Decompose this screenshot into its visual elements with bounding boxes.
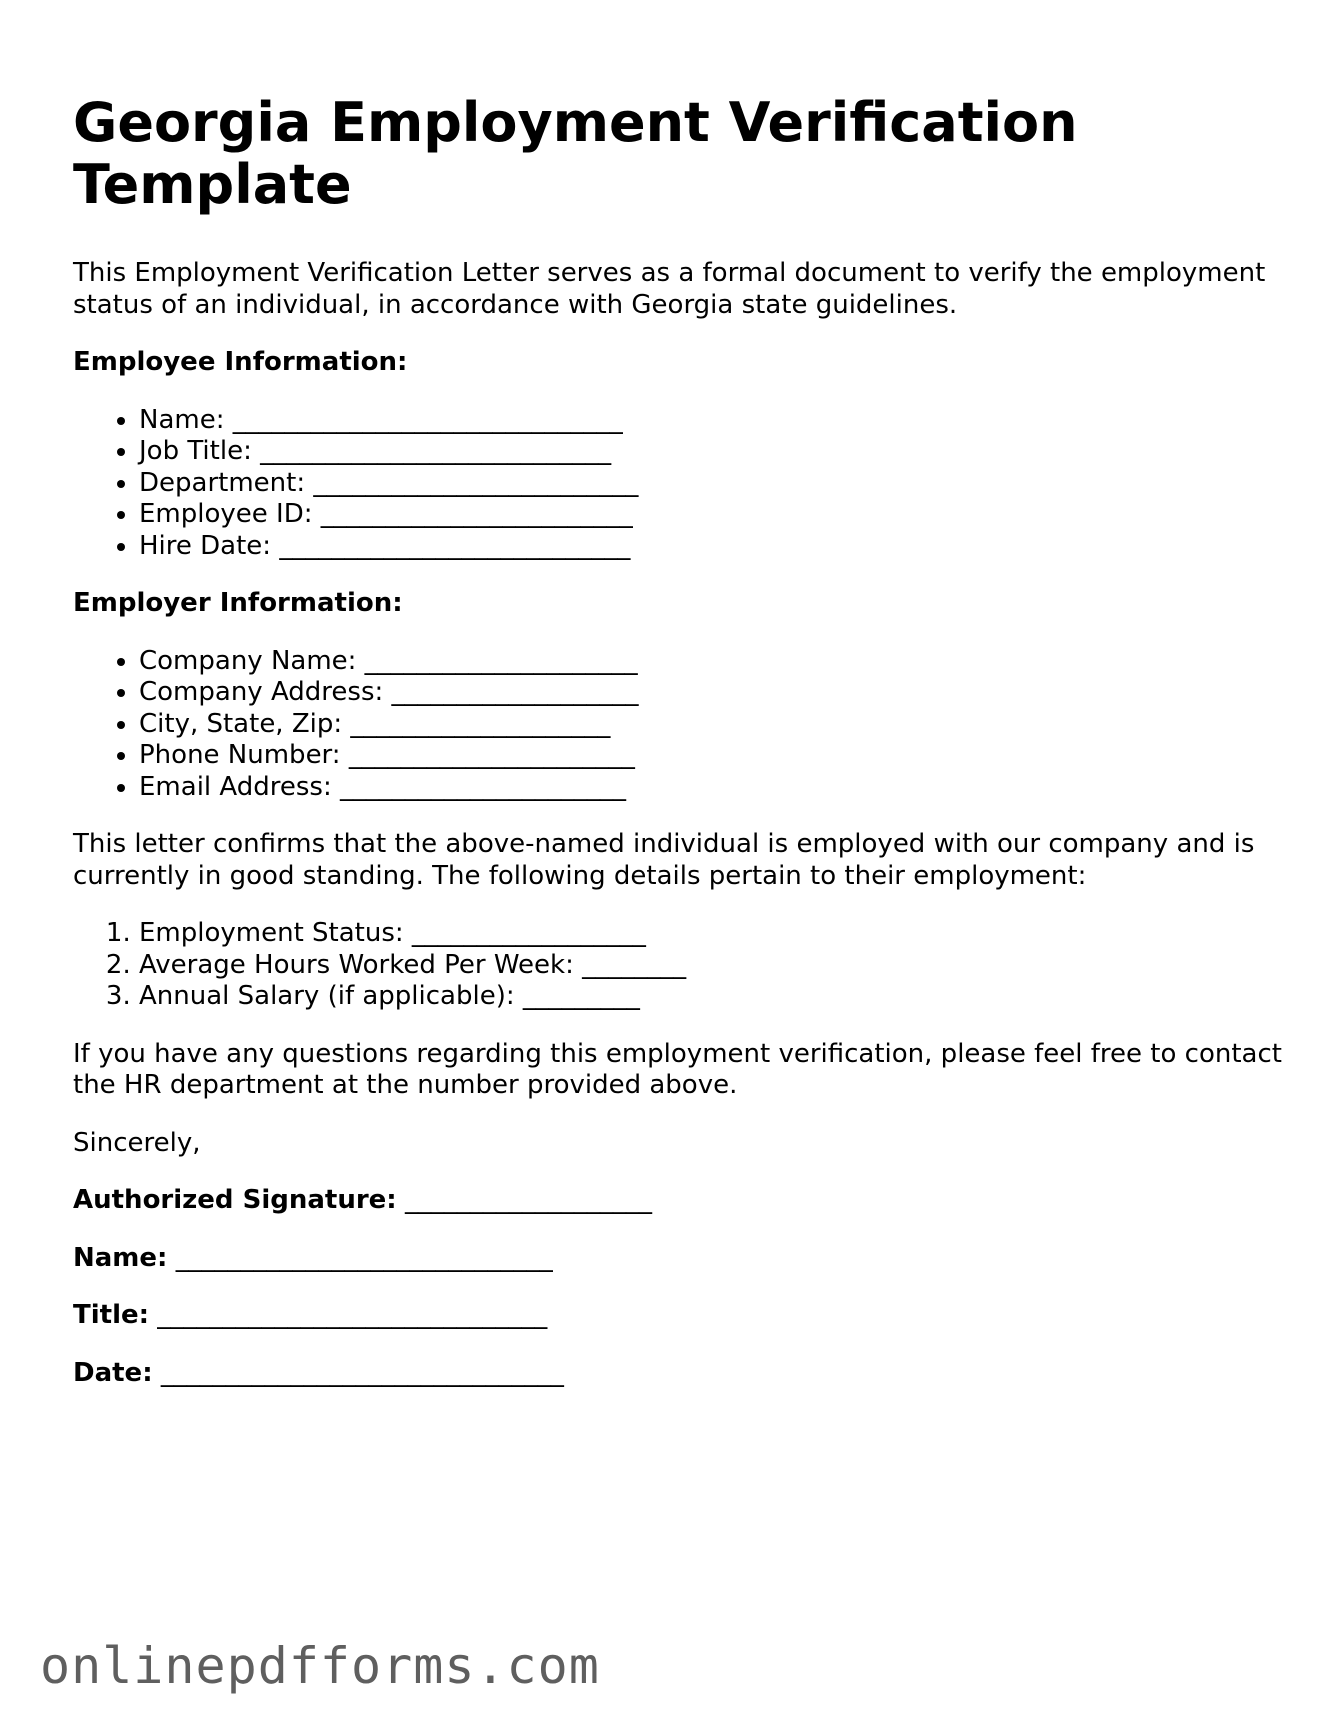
signer-title-line [73, 1300, 1283, 1332]
employment-details-list [73, 918, 1283, 1013]
employer-info-heading: Employer Information: [73, 588, 403, 618]
phone-number-field: • Phone Number: ______________________ [139, 740, 1283, 772]
employment-status-field: 1. Employment Status: __________________ [139, 918, 1283, 950]
watermark-text: onlinepdfforms.com [40, 1637, 600, 1695]
employee-name-field: • Name: ______________________________ [139, 405, 1283, 437]
employee-hire-date-field: • Hire Date: ___________________________ [139, 531, 1283, 563]
employee-department-field: • Department: _________________________ [139, 468, 1283, 500]
confirmation-paragraph: This letter confirms that the above-named individual is employed with our company and is currently in good standing. The following details pertain to their employment: [73, 829, 1255, 891]
date-label: Date: [73, 1357, 153, 1388]
document-title: Georgia Employment Verification Template [73, 91, 1078, 216]
signature-label: Authorized Signature: [73, 1185, 397, 1215]
city-state-zip-field: • City, State, Zip: ____________________ [139, 709, 1283, 741]
signer-title-label: Title: [73, 1300, 150, 1330]
date-line [73, 1358, 1283, 1390]
contact-paragraph: If you have any questions regarding this employment verification, please feel free to contact the HR department at the number provided above. [73, 1038, 1282, 1100]
employee-id-field: • Employee ID: ________________________ [139, 499, 1283, 531]
company-address-field: • Company Address: ___________________ [139, 677, 1283, 709]
employee-job-title-field: • Job Title: ___________________________ [139, 436, 1283, 468]
signer-name-label: Name: [73, 1242, 168, 1273]
signature-blank: ___________________ [404, 1185, 652, 1215]
intro-paragraph: This Employment Verification Letter serves as a formal document to verify the employment status of an individual, in accordance with Georgia state guidelines. [73, 258, 1266, 320]
employee-info-heading: Employee Information: [73, 347, 408, 377]
average-hours-field: 2. Average Hours Worked Per Week: ________ [139, 950, 1283, 982]
signer-name-blank: _____________________________ [175, 1242, 553, 1273]
company-name-field: • Company Name: _____________________ [139, 646, 1283, 678]
closing-text: Sincerely, [73, 1127, 201, 1158]
signer-name-line [73, 1243, 1283, 1275]
signature-line [73, 1185, 1283, 1217]
employee-info-list [73, 405, 1283, 563]
date-blank: _______________________________ [160, 1357, 564, 1388]
signer-title-blank: ______________________________ [157, 1300, 548, 1330]
employer-info-list [73, 646, 1283, 804]
document-page [73, 92, 1283, 1389]
email-address-field: • Email Address: ______________________ [139, 772, 1283, 804]
annual-salary-field: 3. Annual Salary (if applicable): _________ [139, 981, 1283, 1013]
